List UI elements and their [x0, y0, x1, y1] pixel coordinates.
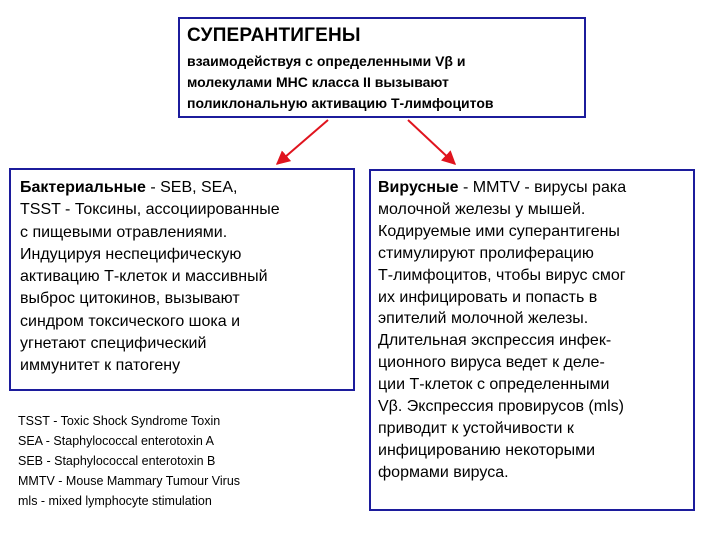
superantigens-box: [178, 17, 586, 118]
description-line: молекулами MHC класса II вызывают: [187, 74, 449, 90]
viral-line: ционного вируса ведет к деле-: [378, 354, 605, 372]
viral-line: Т-лимфоцитов, чтобы вирус смог: [378, 266, 626, 284]
bacterial-heading: Бактериальные: [20, 179, 146, 196]
bacterial-line: иммунитет к патогену: [20, 357, 181, 375]
abbreviation-notes: [18, 411, 240, 511]
viral-first-line: [378, 177, 689, 199]
superantigens-description: [187, 51, 578, 114]
bacterial-first-text: - SEB, SEA,: [145, 179, 238, 196]
description-line: поликлональную активацию Т-лимфоцитов: [187, 95, 494, 111]
abbreviation-note: TSST - Toxic Shock Syndrome Toxin: [18, 414, 221, 428]
arrow-to-viral: [408, 120, 455, 164]
bacterial-box: [9, 168, 355, 391]
viral-line: Кодируемые ими суперантигены: [378, 222, 620, 240]
viral-line: Длительная экспрессия инфек-: [378, 332, 612, 350]
viral-line: эпителий молочной железы.: [378, 310, 589, 328]
viral-first-text: - MMTV - вирусы рака: [458, 179, 627, 196]
viral-heading: Вирусные: [378, 179, 459, 196]
abbreviation-note: MMTV - Mouse Mammary Tumour Virus: [18, 474, 241, 488]
superantigens-title: СУПЕРАНТИГЕНЫ: [187, 25, 361, 46]
arrow-to-bacterial: [277, 120, 328, 164]
viral-line: ции Т-клеток с определенными: [378, 376, 610, 394]
bacterial-line: выброс цитокинов, вызывают: [20, 290, 240, 308]
abbreviation-note: SEB - Staphylococcal enterotoxin B: [18, 454, 216, 468]
bacterial-line: с пищевыми отравлениями.: [20, 223, 228, 241]
bacterial-first-line: [20, 177, 347, 199]
bacterial-line: синдром токсического шока и: [20, 312, 241, 330]
bacterial-line: активацию Т-клеток и массивный: [20, 268, 268, 286]
description-line: взаимодействуя с определенными Vβ и: [187, 53, 466, 69]
viral-line: их инфицировать и попасть в: [378, 288, 598, 306]
viral-line: инфицированию некоторыми: [378, 441, 596, 459]
viral-line: Vβ. Экспрессия провирусов (mls): [378, 398, 624, 416]
viral-line: формами вируса.: [378, 463, 509, 481]
viral-line: молочной железы у мышей.: [378, 200, 586, 218]
abbreviation-note: mls - mixed lymphocyte stimulation: [18, 494, 212, 508]
bacterial-line: Индуцируя неспецифическую: [20, 245, 242, 263]
bacterial-line: TSST - Токсины, ассоциированные: [20, 201, 280, 219]
viral-box: [369, 169, 695, 511]
viral-line: приводит к устойчивости к: [378, 419, 574, 437]
abbreviation-note: SEA - Staphylococcal enterotoxin A: [18, 434, 214, 448]
viral-line: стимулируют пролиферацию: [378, 244, 594, 262]
bacterial-line: угнетают специфический: [20, 335, 207, 353]
